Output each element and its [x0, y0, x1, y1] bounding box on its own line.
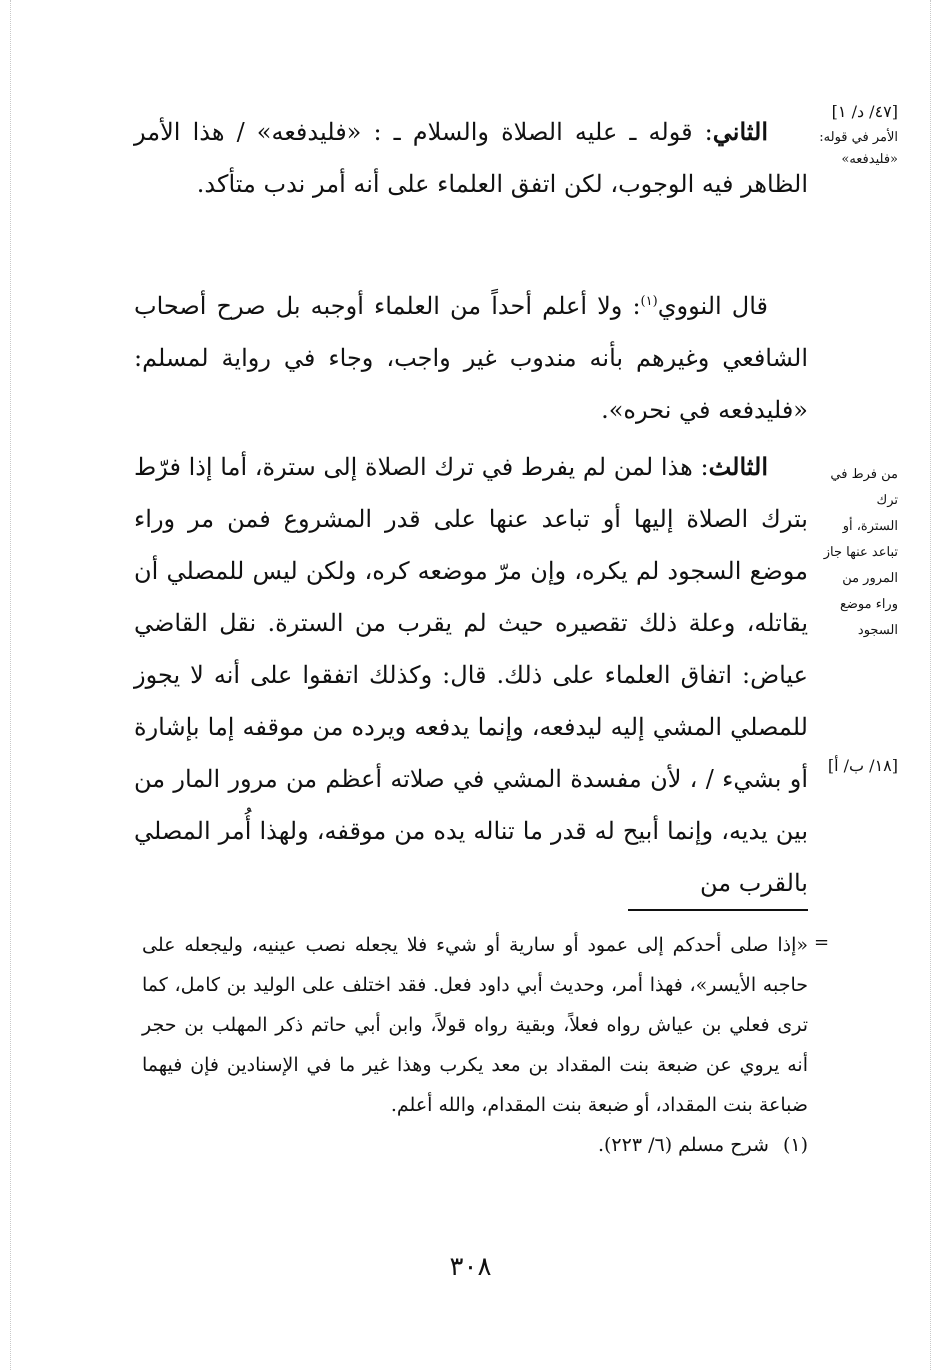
footnote-text: شرح مسلم (٦/ ٢٢٣).: [597, 1134, 769, 1156]
paragraph-lead: قال النووي: [657, 292, 768, 320]
margin-note-line: من فرط في ترك: [830, 467, 898, 508]
paragraph-lead: الثالث: [708, 452, 768, 481]
manuscript-ref-bottom: [١٨/ ب/ أ]: [827, 756, 898, 775]
margin-note-line: السترة، أو: [842, 519, 898, 534]
margin-note-sutra: [818, 462, 898, 644]
margin-note-line: المرور من: [842, 571, 898, 586]
main-text: [134, 441, 808, 909]
footnote-continued: «إذا صلى أحدكم إلى عمود أو سارية أو شيء فلا يجعله نصب عينيه، وليجعله على حاجبه الأيسر»، فهذا أمر، وحديث أبي داود فعل. فقد اختلف على الوليد بن كامل، كما ترى فعلي بن عياش رواه فعلاً، وبقية رواه قولاً، وابن أبي حاتم ذكر المهلب بن حجر أنه يروي عن ضبعة بنت المقداد بن معد يكرب وهذا غير ما في الإسنادين فإن فيهما ضباعة بنت المقداد، أو ضبعة بنت المقدام، والله أعلم.: [142, 934, 808, 1116]
margin-note-line: وراء موضع: [839, 597, 898, 612]
footnote-separator: [628, 909, 808, 911]
paragraph-text: : هذا لمن لم يفرط في ترك الصلاة إلى سترة، أما إذا فرّط بترك الصلاة إليها أو تباعد عنها على قدر المشروع فمن مر وراء موضع السجود لم يكره، وإن مرّ موضعه كره، ولكن ليس للمصلي أن يقاتله، وعلة ذلك تقصيره حيث لم يقرب من السترة. نقل القاضي عياض: اتفاق العلماء على ذلك. قال: وكذلك اتفقوا على أنه لا يجوز للمصلي المشي إليه ليدفعه، وإنما يدفعه ويرده من موقفه إما بإشارة أو بشيء / ، لأن مفسدة المشي في صلاته أعظم من مرور المار من بين يديه، وإنما أبيح له قدر ما تناله يده من موقفه، ولهذا أُمر المصلي بالقرب من: [134, 453, 808, 897]
footnote-ref: (١): [640, 294, 658, 309]
page-number: ٣٠٨: [449, 1252, 492, 1282]
margin-note-command: [818, 127, 898, 171]
main-text: [134, 106, 808, 210]
footnote-number: (١): [782, 1134, 808, 1156]
margin-note-line: «فليدفعه»: [841, 152, 898, 167]
paragraph-third: [134, 441, 808, 909]
footnote-continuation-mark: =: [814, 932, 830, 953]
margin-note-line: تباعد عنها جاز: [823, 545, 898, 560]
margin-note-line: الأمر في قوله:: [819, 130, 898, 145]
footnote-1: [142, 1125, 808, 1165]
paragraph-nawawi: [134, 276, 808, 436]
scan-dotted-guide: [930, 0, 931, 1370]
main-text: [134, 276, 808, 436]
paragraph-lead: الثاني: [712, 117, 768, 146]
paragraph-text: : ولا أعلم أحداً من العلماء أوجبه بل صرح أصحاب الشافعي وغيرهم بأنه مندوب غير واجب، وجاء في رواية لمسلم: «فليدفعه في نحره».: [134, 292, 808, 424]
footnotes: [142, 925, 808, 1165]
paragraph-second: [134, 106, 808, 210]
margin-note-line: السجود: [857, 623, 898, 638]
paragraph-text: : قوله ـ عليه الصلاة والسلام ـ : «فليدفعه» / هذا الأمر الظاهر فيه الوجوب، لكن اتفق العلماء على أنه أمر ندب متأكد.: [134, 118, 808, 198]
scan-dotted-guide: [10, 0, 11, 1370]
manuscript-ref-top: [٤٧/ د/ ١]: [831, 102, 898, 121]
